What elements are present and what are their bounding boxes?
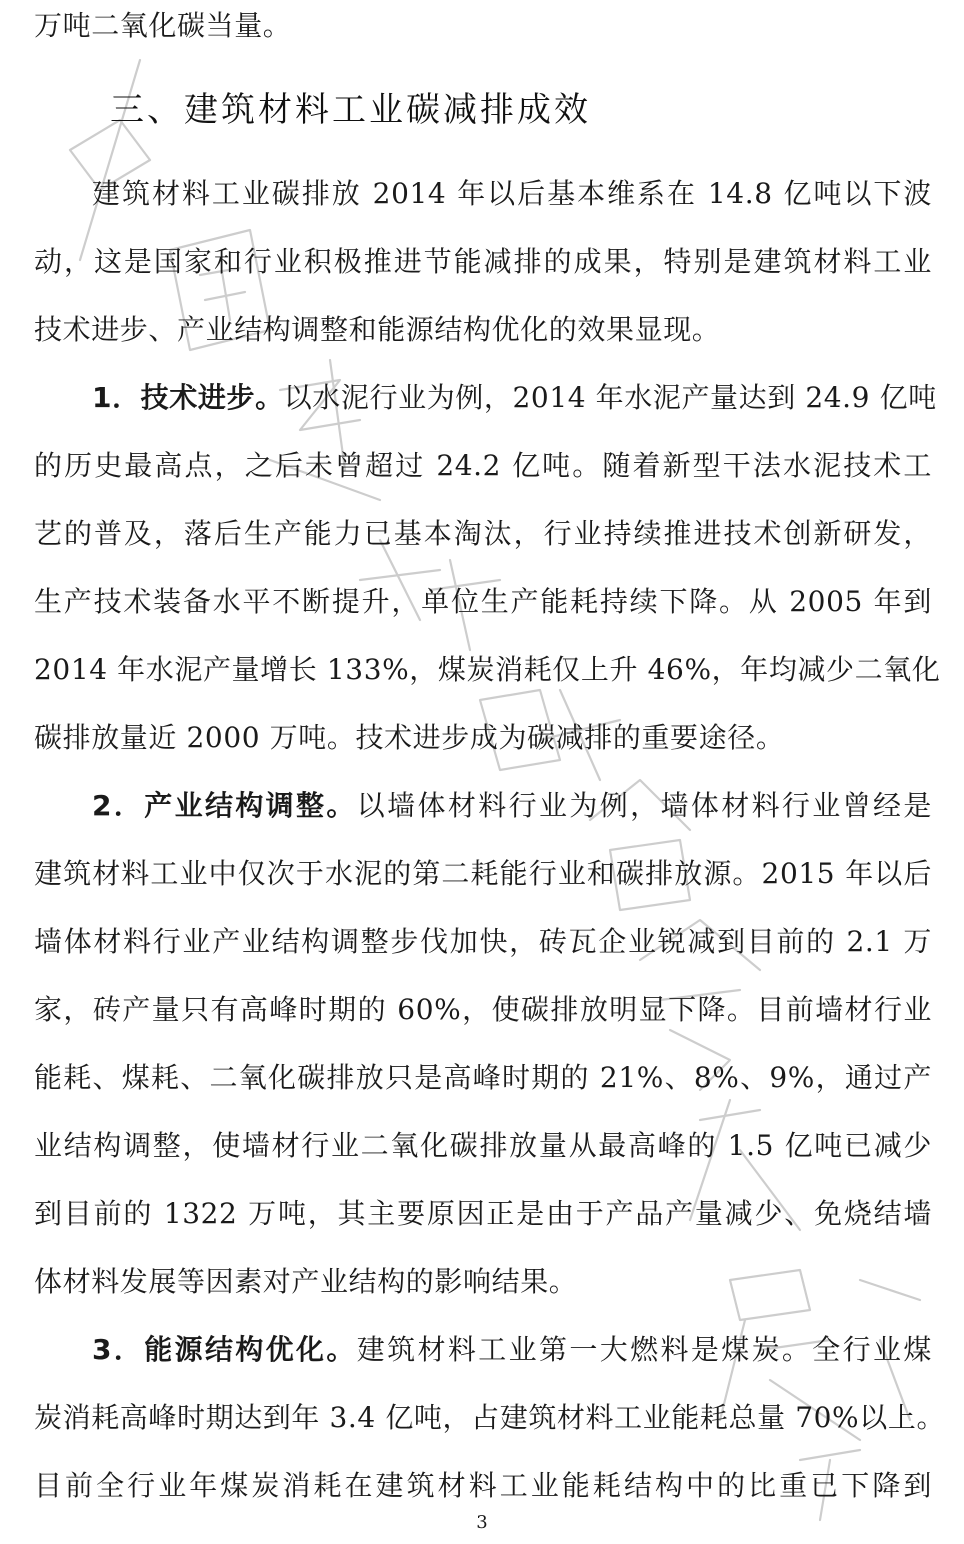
paragraph-first-line: [92, 786, 932, 826]
text-line: 炭消耗高峰时期达到年 3.4 亿吨，占建筑材料工业能耗总量 70%以上。: [34, 1401, 946, 1434]
text-line: 体材料发展等因素对产业结构的影响结果。: [34, 1265, 578, 1298]
text-span: 以水泥行业为例，2014 年水泥产量达到 24.9 亿吨: [283, 381, 937, 414]
text-line: 能耗、煤耗、二氧化碳排放只是高峰时期的 21%、8%、9%，通过产: [34, 1061, 932, 1094]
text-line: 建筑材料工业碳排放 2014 年以后基本维系在 14.8 亿吨以下波: [92, 177, 932, 210]
subheading-technology: 1．技术进步。: [92, 381, 284, 414]
text-line: 墙体材料行业产业结构调整步伐加快，砖瓦企业锐减到目前的 2.1 万: [34, 925, 932, 958]
text-line: 碳排放量近 2000 万吨。技术进步成为碳减排的重要途径。: [34, 721, 785, 754]
text-line: 到目前的 1322 万吨，其主要原因正是由于产品产量减少、免烧结墙: [34, 1197, 932, 1230]
text-line: 家，砖产量只有高峰时期的 60%，使碳排放明显下降。目前墙材行业: [34, 993, 932, 1026]
paragraph-first-line: [92, 378, 937, 418]
text-line: 技术进步、产业结构调整和能源结构优化的效果显现。: [34, 313, 721, 346]
text-span: 以墙体材料行业为例，墙体材料行业曾经是: [356, 789, 933, 822]
section-heading: 三、建筑材料工业碳减排成效: [110, 90, 591, 130]
text-span: 建筑材料工业第一大燃料是煤炭。全行业煤: [356, 1333, 933, 1366]
text-line: 万吨二氧化碳当量。: [34, 9, 292, 42]
text-line: 2014 年水泥产量增长 133%，煤炭消耗仅上升 46%，年均减少二氧化: [34, 653, 941, 686]
text-line: 业结构调整，使墙材行业二氧化碳排放量从最高峰的 1.5 亿吨已减少: [34, 1129, 932, 1162]
text-line: 目前全行业年煤炭消耗在建筑材料工业能耗结构中的比重已下降到: [34, 1469, 932, 1502]
text-line: 建筑材料工业中仅次于水泥的第二耗能行业和碳排放源。2015 年以后: [34, 857, 932, 890]
paragraph-first-line: [92, 1330, 932, 1370]
text-line: 艺的普及，落后生产能力已基本淘汰，行业持续推进技术创新研发，: [34, 517, 932, 550]
page-number: 3: [476, 1512, 488, 1533]
subheading-energy-structure: 3．能源结构优化。: [92, 1333, 357, 1366]
text-line: 的历史最高点，之后未曾超过 24.2 亿吨。随着新型干法水泥技术工: [34, 449, 932, 482]
text-line: 动，这是国家和行业积极推进节能减排的成果，特别是建筑材料工业: [34, 245, 932, 278]
subheading-industrial-structure: 2．产业结构调整。: [92, 789, 357, 822]
text-line: 生产技术装备水平不断提升，单位生产能耗持续下降。从 2005 年到: [34, 585, 932, 618]
